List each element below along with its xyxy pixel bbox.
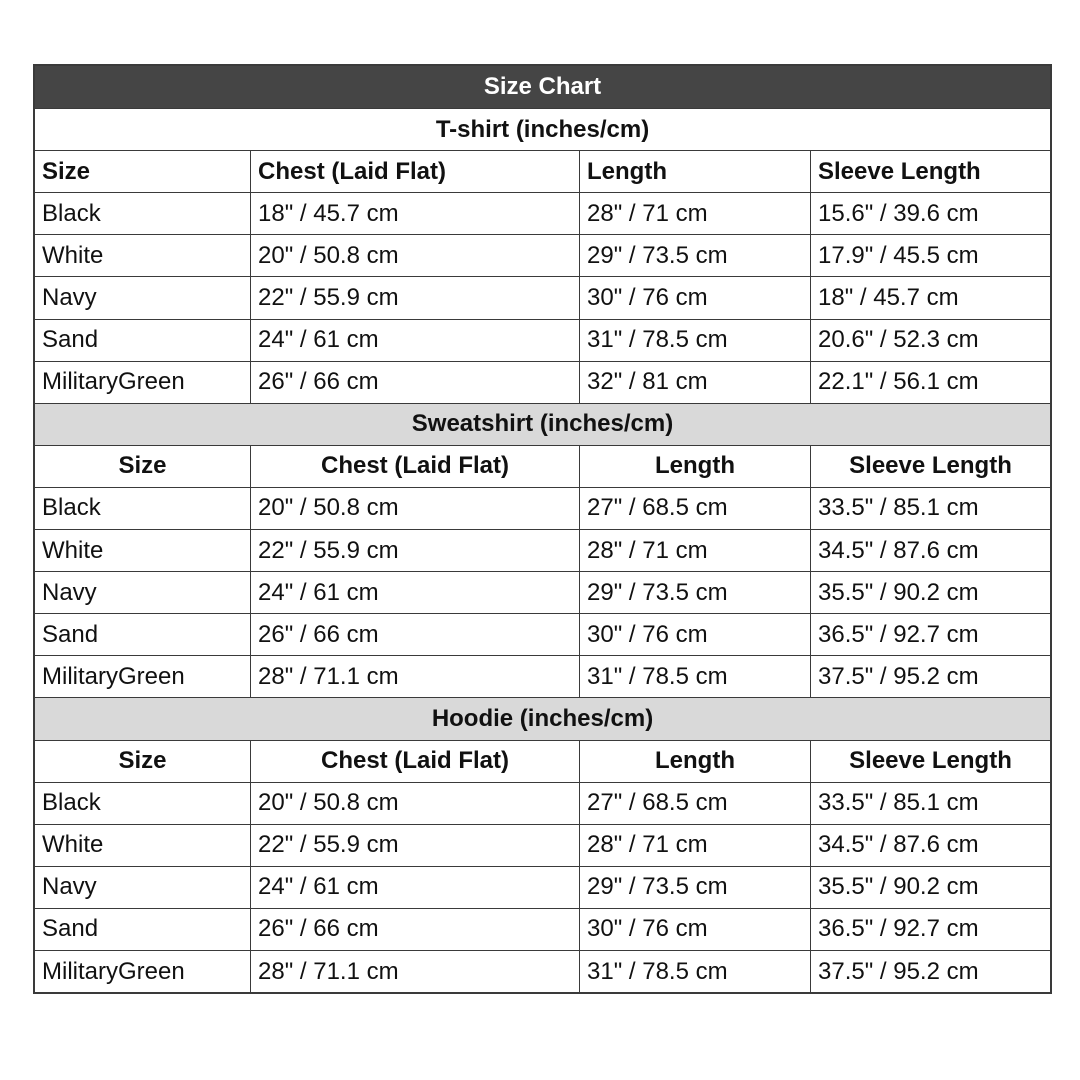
sleeve-cell: 36.5" / 92.7 cm xyxy=(810,909,1050,950)
sleeve-cell: 37.5" / 95.2 cm xyxy=(810,656,1050,697)
size-chart-table xyxy=(33,64,1052,994)
chest-cell: 26" / 66 cm xyxy=(250,909,579,950)
length-cell: 31" / 78.5 cm xyxy=(579,320,810,361)
table-row xyxy=(35,361,1050,403)
length-cell: 32" / 81 cm xyxy=(579,362,810,403)
sleeve-cell: 20.6" / 52.3 cm xyxy=(810,320,1050,361)
length-cell: 30" / 76 cm xyxy=(579,277,810,318)
chest-cell: 28" / 71.1 cm xyxy=(250,656,579,697)
size-cell: Sand xyxy=(42,915,99,943)
table-row xyxy=(35,824,1050,866)
chest-cell: 28" / 71.1 cm xyxy=(250,951,579,992)
size-cell: MilitaryGreen xyxy=(42,957,185,985)
size-cell: Navy xyxy=(42,578,97,606)
length-cell: 28" / 71 cm xyxy=(579,193,810,234)
chest-cell: 20" / 50.8 cm xyxy=(250,488,579,529)
chest-cell: 22" / 55.9 cm xyxy=(250,530,579,571)
table-row xyxy=(35,487,1050,529)
chest-cell: 22" / 55.9 cm xyxy=(250,825,579,866)
sleeve-cell: 35.5" / 90.2 cm xyxy=(810,572,1050,613)
sleeve-cell: 33.5" / 85.1 cm xyxy=(810,783,1050,824)
chest-cell: 24" / 61 cm xyxy=(250,867,579,908)
chest-cell: 24" / 61 cm xyxy=(250,572,579,613)
size-cell: White xyxy=(42,241,104,269)
length-cell: 31" / 78.5 cm xyxy=(579,656,810,697)
column-header-length: Length xyxy=(579,446,810,487)
size-cell: Navy xyxy=(42,284,97,312)
length-cell: 29" / 73.5 cm xyxy=(579,572,810,613)
length-cell: 27" / 68.5 cm xyxy=(579,488,810,529)
sleeve-cell: 15.6" / 39.6 cm xyxy=(810,193,1050,234)
chest-cell: 26" / 66 cm xyxy=(250,362,579,403)
section-title-tshirt: T-shirt (inches/cm) xyxy=(35,108,1050,150)
table-header-row xyxy=(35,445,1050,487)
section-title-sweatshirt: Sweatshirt (inches/cm) xyxy=(35,403,1050,445)
chest-cell: 26" / 66 cm xyxy=(250,614,579,655)
column-header-chest: Chest (Laid Flat) xyxy=(250,446,579,487)
table-row xyxy=(35,276,1050,318)
size-cell: Sand xyxy=(42,620,99,648)
table-header-row xyxy=(35,740,1050,782)
table-row xyxy=(35,319,1050,361)
column-header-size: Size xyxy=(118,452,167,480)
table-row xyxy=(35,950,1050,992)
length-cell: 29" / 73.5 cm xyxy=(579,867,810,908)
sleeve-cell: 34.5" / 87.6 cm xyxy=(810,530,1050,571)
sleeve-cell: 36.5" / 92.7 cm xyxy=(810,614,1050,655)
section-title-hoodie: Hoodie (inches/cm) xyxy=(35,697,1050,739)
table-row xyxy=(35,908,1050,950)
sleeve-cell: 17.9" / 45.5 cm xyxy=(810,235,1050,276)
column-header-length: Length xyxy=(579,741,810,782)
length-cell: 29" / 73.5 cm xyxy=(579,235,810,276)
length-cell: 27" / 68.5 cm xyxy=(579,783,810,824)
length-cell: 28" / 71 cm xyxy=(579,530,810,571)
table-row xyxy=(35,655,1050,697)
size-cell: MilitaryGreen xyxy=(42,662,185,690)
table-row xyxy=(35,866,1050,908)
size-cell: White xyxy=(42,536,104,564)
column-header-size: Size xyxy=(118,747,167,775)
sleeve-cell: 34.5" / 87.6 cm xyxy=(810,825,1050,866)
sleeve-cell: 22.1" / 56.1 cm xyxy=(810,362,1050,403)
table-header-row xyxy=(35,150,1050,192)
chest-cell: 20" / 50.8 cm xyxy=(250,235,579,276)
length-cell: 30" / 76 cm xyxy=(579,614,810,655)
column-header-chest: Chest (Laid Flat) xyxy=(250,741,579,782)
sleeve-cell: 33.5" / 85.1 cm xyxy=(810,488,1050,529)
table-row xyxy=(35,613,1050,655)
table-row xyxy=(35,782,1050,824)
column-header-sleeve: Sleeve Length xyxy=(810,446,1050,487)
size-cell: Sand xyxy=(42,326,99,354)
column-header-size: Size xyxy=(42,157,91,185)
size-cell: Navy xyxy=(42,873,97,901)
length-cell: 30" / 76 cm xyxy=(579,909,810,950)
column-header-length: Length xyxy=(579,151,810,192)
chest-cell: 24" / 61 cm xyxy=(250,320,579,361)
size-cell: Black xyxy=(42,789,101,817)
size-cell: MilitaryGreen xyxy=(42,368,185,396)
chest-cell: 22" / 55.9 cm xyxy=(250,277,579,318)
column-header-chest: Chest (Laid Flat) xyxy=(250,151,579,192)
table-row xyxy=(35,234,1050,276)
column-header-sleeve: Sleeve Length xyxy=(810,741,1050,782)
chest-cell: 18" / 45.7 cm xyxy=(250,193,579,234)
sleeve-cell: 18" / 45.7 cm xyxy=(810,277,1050,318)
table-row xyxy=(35,192,1050,234)
column-header-sleeve: Sleeve Length xyxy=(810,151,1050,192)
size-cell: Black xyxy=(42,494,101,522)
table-row xyxy=(35,571,1050,613)
size-cell: White xyxy=(42,831,104,859)
chest-cell: 20" / 50.8 cm xyxy=(250,783,579,824)
sleeve-cell: 35.5" / 90.2 cm xyxy=(810,867,1050,908)
size-chart-title: Size Chart xyxy=(35,66,1050,108)
sleeve-cell: 37.5" / 95.2 cm xyxy=(810,951,1050,992)
length-cell: 28" / 71 cm xyxy=(579,825,810,866)
length-cell: 31" / 78.5 cm xyxy=(579,951,810,992)
table-row xyxy=(35,529,1050,571)
size-cell: Black xyxy=(42,199,101,227)
